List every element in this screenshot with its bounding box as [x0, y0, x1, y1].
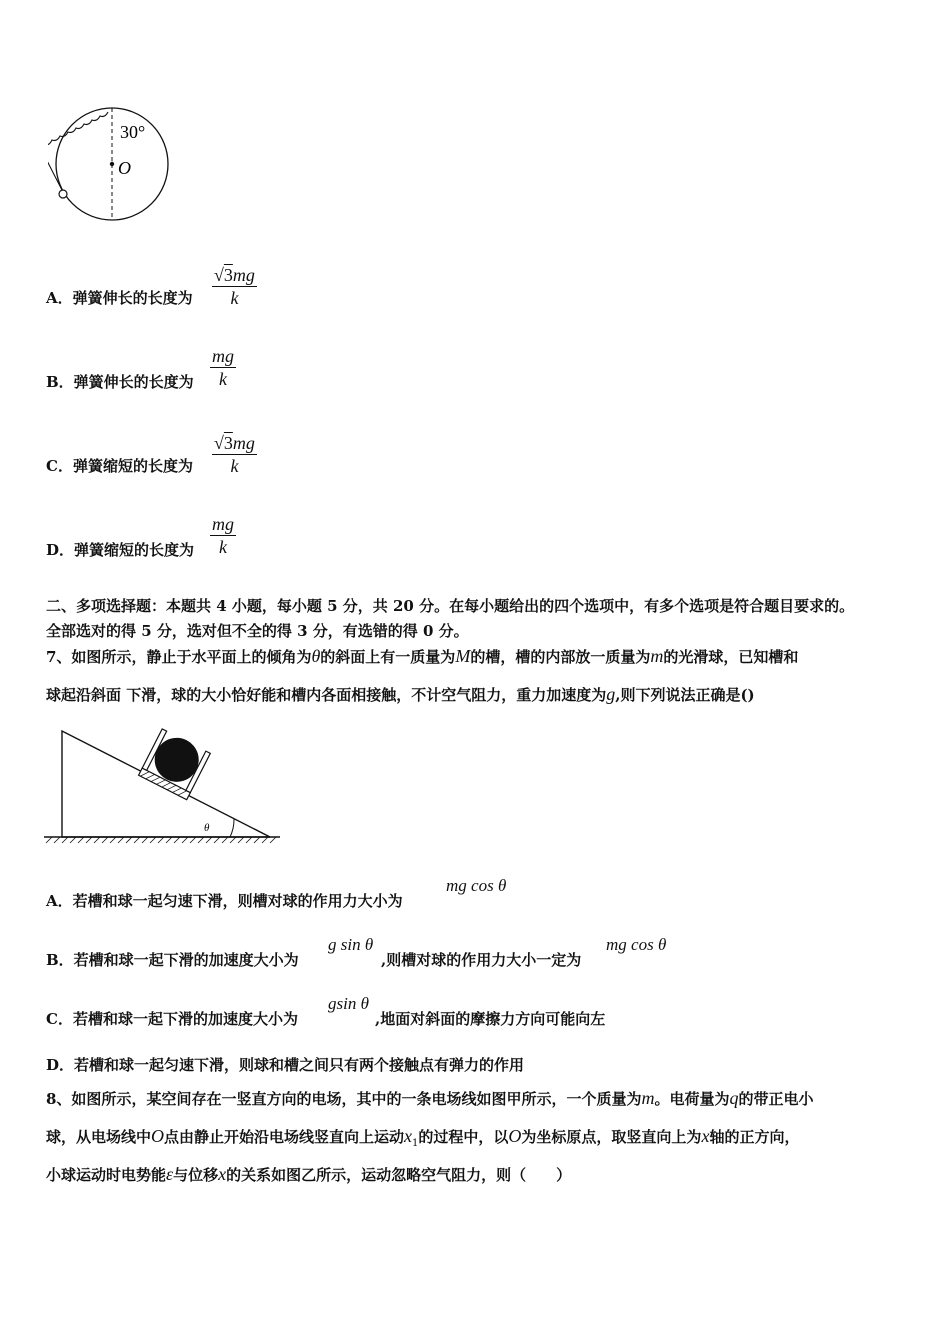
q7-option-b-part2: ,则槽对球的作用力大小一定为: [381, 951, 582, 969]
fraction-b: [210, 345, 236, 390]
fraction-d: [210, 513, 236, 558]
q7-option-c-part1: C．若槽和球一起下滑的加速度大小为: [46, 1010, 298, 1028]
center-label: O: [118, 158, 131, 178]
small-ball: [59, 190, 67, 198]
option-b: B．弹簧伸长的长度为: [46, 373, 194, 391]
option-a: A．弹簧伸长的长度为: [46, 289, 193, 307]
center-point: [110, 162, 114, 166]
q7-option-b-part1: B．若槽和球一起下滑的加速度大小为: [46, 951, 299, 969]
q7-option-a: A．若槽和球一起匀速下滑，则槽对球的作用力大小为: [46, 892, 403, 910]
circle-spring-figure: [48, 104, 178, 229]
option-c: C．弹簧缩短的长度为: [46, 457, 193, 475]
fraction-a: √3mg k: [214, 265, 255, 308]
ground-hatching: [46, 837, 276, 843]
q8-line3: 小球运动时电势能ε与位移x的关系如图乙所示，运动忽略空气阻力，则（ ）: [46, 1164, 572, 1184]
q7-option-d: D．若槽和球一起匀速下滑，则球和槽之间只有两个接触点有弹力的作用: [46, 1056, 525, 1074]
q7-line1: 7、如图所示，静止于水平面上的倾角为θ的斜面上有一质量为M的槽，槽的内部放一质量为m的光滑球，已知槽和: [46, 646, 799, 666]
incline-angle-label: θ: [204, 822, 210, 834]
fraction-c-den: k: [230, 456, 239, 476]
fraction-b-num: mg: [212, 346, 234, 366]
trough: [139, 728, 211, 800]
fraction-b-den: k: [219, 369, 227, 389]
option-d: D．弹簧缩短的长度为: [46, 541, 195, 559]
fraction-c: √3mg k: [214, 433, 255, 476]
q7-option-a-math: mg cos θ: [446, 876, 507, 895]
fraction-a-den: k: [230, 288, 239, 308]
section2-line2: 全部选对的得 5 分，选对但不全的得 3 分，有选错的得 0 分。: [46, 622, 469, 640]
q7-option-c-math: gsin θ: [328, 994, 369, 1013]
q7-line2: 球起沿斜面 下滑，球的大小恰好能和槽内各面相接触，不计空气阻力，重力加速度为g,则下列说法正确是(): [46, 684, 755, 704]
incline-figure: [44, 725, 284, 847]
q8-line2: 球，从电场线中O点由静止开始沿电场线竖直向上运动$x_1$的过程中，以O为坐标原点，取竖直向上为x轴的正方向，: [46, 1126, 800, 1149]
fraction-d-den: k: [219, 537, 227, 557]
q7-option-c-part2: ,地面对斜面的摩擦力方向可能向左: [375, 1010, 606, 1028]
q7-option-b-math2: mg cos θ: [606, 935, 667, 954]
angle-label: 30°: [120, 122, 146, 142]
q8-line1: 8、如图所示，某空间存在一竖直方向的电场，其中的一条电场线如图甲所示，一个质量为m。电荷量为q的带正电小: [46, 1088, 814, 1108]
q7-option-b-math1: g sin θ: [328, 935, 374, 954]
fraction-d-num: mg: [212, 514, 234, 534]
angle-arc: [230, 819, 234, 837]
section2-line1: 二、多项选择题：本题共 4 小题，每小题 5 分，共 20 分。在每小题给出的四个选项中，有多个选项是符合题目要求的。: [46, 597, 855, 615]
